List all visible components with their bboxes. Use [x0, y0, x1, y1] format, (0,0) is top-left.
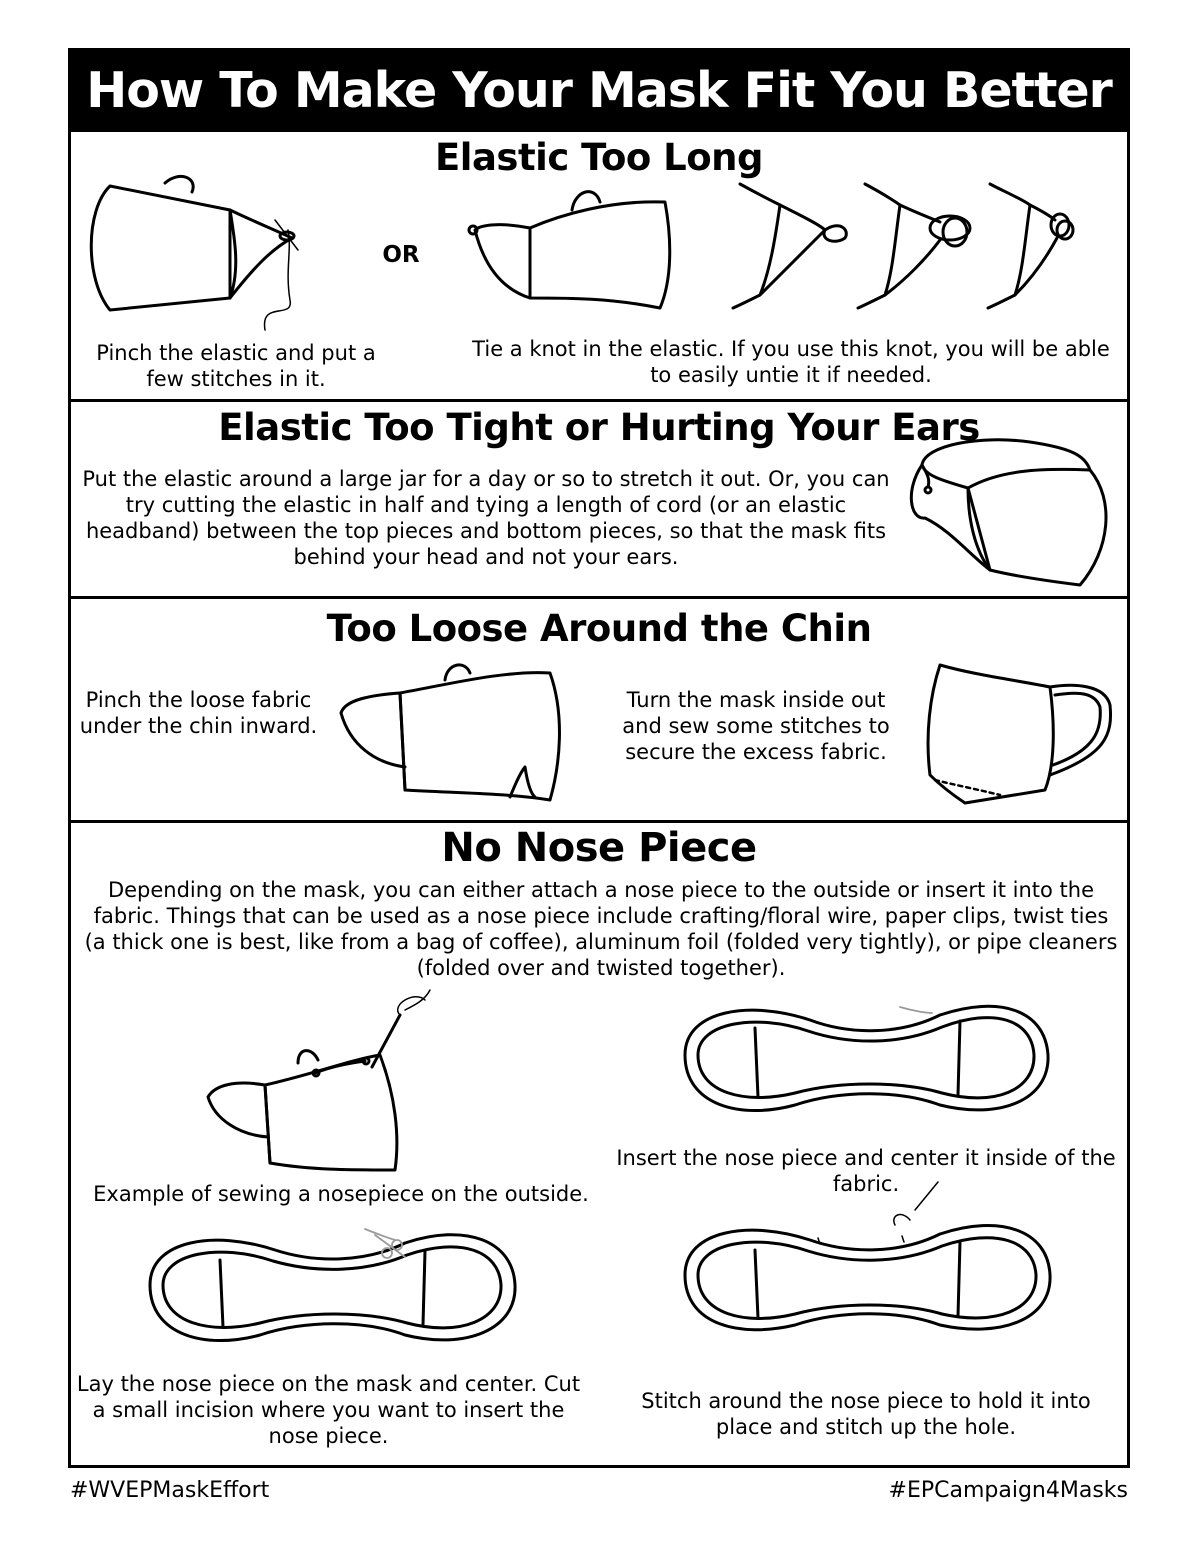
- flat-mask-incision-illustration: [135, 1215, 525, 1355]
- caption-sew-chin: Turn the mask inside out and sew some stitches to secure the excess fabric.: [622, 688, 890, 764]
- caption-sew-outside: Example of sewing a nosepiece on the outside.: [93, 1182, 589, 1206]
- caption-pinch-elastic: Pinch the elastic and put a few stitches in it.: [96, 341, 376, 391]
- mask-with-headband-illustration: [900, 430, 1130, 590]
- section-heading: Elastic Too Tight or Hurting Your Ears: [218, 406, 980, 449]
- elastic-knot-step-3-icon: [985, 180, 1095, 310]
- mask-sewing-nosepiece-illustration: [200, 985, 440, 1175]
- caption-stitch-nose-piece: Stitch around the nose piece to hold it into place and stitch up the hole.: [641, 1389, 1091, 1439]
- elastic-tight-instructions: Put the elastic around a large jar for a day or so to stretch it out. Or, you can try cutting the elastic in half and tying a length of cord (or an elastic headband) between the top pieces and bottom pieces, so that the mask fits behind your head and not your ears.: [82, 467, 890, 569]
- flat-mask-stitched-illustration: [670, 1180, 1060, 1340]
- elastic-knot-step-2-icon: [855, 180, 975, 310]
- mask-side-stitched-elastic-illustration: [80, 170, 320, 350]
- section-heading: Elastic Too Long: [435, 136, 763, 179]
- caption-lay-nose-piece: Lay the nose piece on the mask and center. Cut a small incision where you want to insert the nose piece.: [76, 1372, 581, 1448]
- elastic-knot-step-1-icon: [730, 180, 860, 310]
- caption-insert-nose-piece: Insert the nose piece and center it inside of the fabric.: [616, 1146, 1116, 1196]
- flat-mask-insert-illustration: [670, 995, 1060, 1125]
- mask-pinched-chin-illustration: [335, 655, 570, 810]
- caption-pinch-chin: Pinch the loose fabric under the chin inward.: [79, 688, 318, 738]
- footer-hashtag-left: #WVEPMaskEffort: [70, 1478, 270, 1503]
- mask-inside-out-illustration: [915, 655, 1120, 810]
- nose-piece-instructions: Depending on the mask, you can either attach a nose piece to the outside or insert it into the fabric. Things that can be used as a nose piece include crafting/floral wire, paper clips, twist ties (a thick one is best, like from a bag of coffee), aluminum foil (folded very tightly), or pipe cleaners (folded over and twisted together).: [84, 878, 1118, 980]
- footer-hashtag-right: #EPCampaign4Masks: [888, 1478, 1128, 1503]
- section-heading: Too Loose Around the Chin: [326, 607, 872, 650]
- caption-tie-knot: Tie a knot in the elastic. If you use this knot, you will be able to easily untie it if needed.: [472, 337, 1110, 387]
- page-title: How To Make Your Mask Fit You Better: [68, 48, 1130, 132]
- section-heading: No Nose Piece: [441, 825, 757, 871]
- or-label: OR: [382, 242, 420, 268]
- mask-side-illustration: [460, 180, 680, 320]
